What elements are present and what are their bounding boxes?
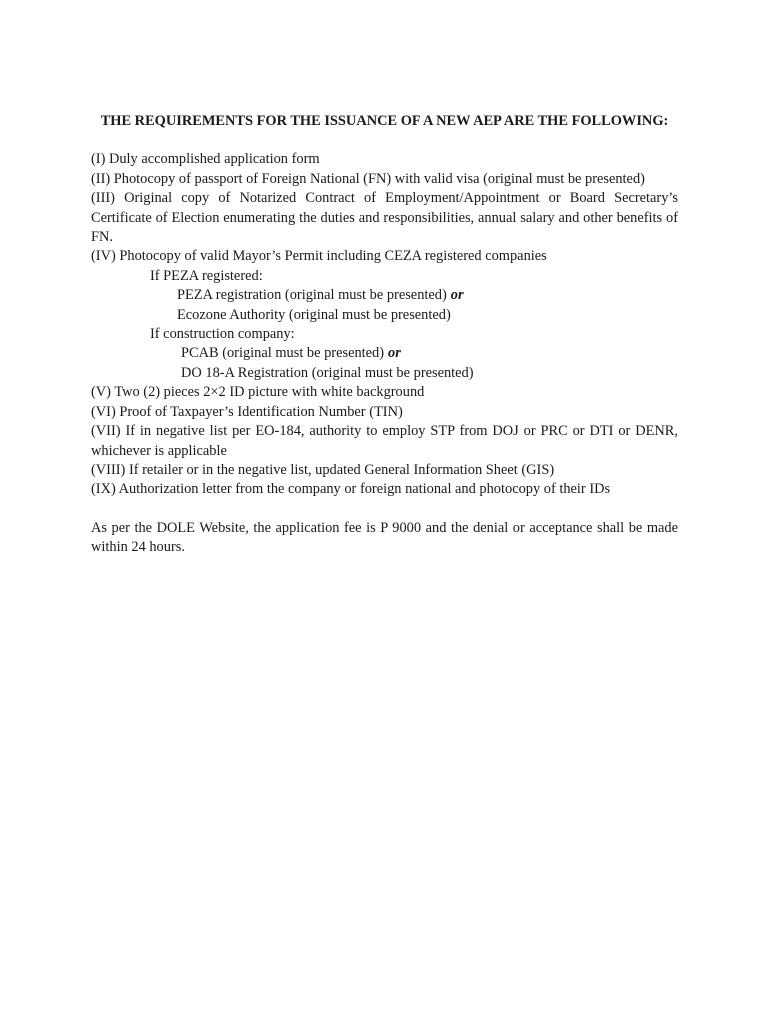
peza-option-1-text: PEZA registration (original must be presented): [177, 287, 447, 304]
requirement-5: (V) Two (2) pieces 2×2 ID picture with white background: [91, 384, 425, 401]
requirement-7: (VII) If in negative list per EO-184, authority to employ STP from DOJ or PRC or DTI or DENR, whichever is applicable: [91, 423, 678, 459]
requirement-3: (III) Original copy of Notarized Contract of Employment/Appointment or Board Secretary’s Certificate of Election enumerating the duties and responsibilities, annual salary and other benefits of FN.: [91, 190, 678, 246]
or-connector: or: [450, 287, 464, 304]
requirement-8: (VIII) If retailer or in the negative list, updated General Information Sheet (GIS): [91, 461, 555, 478]
requirement-1: (I) Duly accomplished application form: [91, 151, 320, 168]
construction-option-2: DO 18-A Registration (original must be presented): [181, 364, 474, 381]
construction-option-1: [181, 344, 678, 363]
fee-note: As per the DOLE Website, the application fee is P 9000 and the denial or acceptance shall be made within 24 hours.: [91, 519, 678, 556]
peza-heading: If PEZA registered:: [150, 267, 263, 284]
peza-option-1: [177, 286, 678, 305]
construction-option-1-text: PCAB (original must be presented): [181, 345, 385, 362]
document-page: [91, 112, 678, 558]
requirement-6: (VI) Proof of Taxpayer’s Identification Number (TIN): [91, 403, 403, 420]
construction-heading: If construction company:: [150, 326, 295, 343]
requirement-4: (IV) Photocopy of valid Mayor’s Permit including CEZA registered companies: [91, 248, 547, 265]
peza-option-2: Ecozone Authority (original must be presented): [177, 306, 451, 323]
document-title: THE REQUIREMENTS FOR THE ISSUANCE OF A NEW AEP ARE THE FOLLOWING:: [100, 113, 669, 129]
requirement-2: (II) Photocopy of passport of Foreign National (FN) with valid visa (original must be presented): [91, 170, 645, 187]
or-connector: or: [388, 345, 401, 362]
requirement-9: (IX) Authorization letter from the company or foreign national and photocopy of their IDs: [91, 481, 611, 498]
